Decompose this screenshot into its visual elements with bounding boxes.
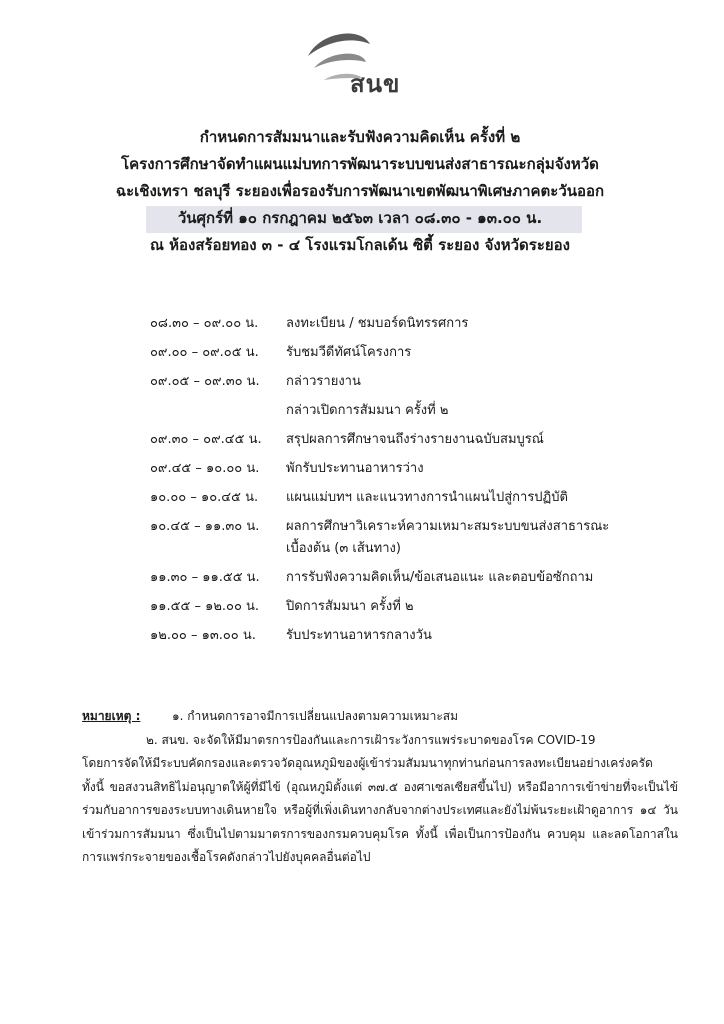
agenda-time: ๐๙.๓๐ – ๐๙.๔๕ น. — [150, 432, 262, 447]
agenda-time: ๑๐.๐๐ – ๑๐.๔๕ น. — [150, 490, 259, 505]
header-date-time: วันศุกร์ที่ ๑๐ กรกฎาคม ๒๕๖๓ เวลา ๐๘.๓๐ - ๑๓.๐๐ น. — [177, 209, 543, 227]
header-project-line2: ฉะเชิงเทรา ชลบุรี ระยองเพื่อรองรับการพัฒนาเขตพัฒนาพิเศษภาคตะวันออก — [115, 182, 605, 200]
header-venue: ณ ห้องสร้อยทอง ๓ - ๔ โรงแรมโกลเด้น ซิตี้ ระยอง จังหวัดระยอง — [149, 236, 571, 254]
agenda-desc: กล่าวเปิดการสัมมนา ครั้งที่ ๒ — [286, 403, 449, 418]
agenda-time: ๑๒.๐๐ – ๑๓.๐๐ น. — [150, 628, 256, 643]
agenda-desc: ลงทะเบียน / ชมบอร์ดนิทรรศการ — [286, 316, 469, 331]
remarks-header — [82, 705, 678, 729]
agenda-desc: แผนแม่บทฯ และแนวทางการนำแผนไปสู่การปฏิบัติ — [286, 490, 568, 505]
remarks-label: หมายเหตุ : — [82, 709, 141, 723]
agenda-row — [150, 342, 670, 364]
remarks-section — [82, 705, 678, 870]
agenda-time: ๐๙.๔๕ – ๑๐.๐๐ น. — [150, 461, 260, 476]
agenda-row — [150, 400, 670, 422]
agenda-desc: กล่าวรายงาน — [286, 374, 361, 389]
agenda-time: ๑๐.๔๕ – ๑๑.๓๐ น. — [150, 519, 260, 534]
agenda-desc — [286, 516, 670, 560]
agenda-desc: การรับฟังความคิดเห็น/ข้อเสนอแนะ และตอบข้อซักถาม — [286, 570, 594, 585]
header-title: กำหนดการสัมมนาและรับฟังความคิดเห็น ครั้งที่ ๒ — [199, 128, 521, 146]
agenda-row — [150, 625, 670, 647]
agenda-row — [150, 458, 670, 480]
agenda-desc: รับชมวีดีทัศน์โครงการ — [286, 345, 412, 360]
remark-item-2-body: โดยการจัดให้มีระบบคัดกรองและตรวจวัดอุณหภูมิของผู้เข้าร่วมสัมมนาทุกท่านก่อนการลงทะเบียนอย่างเคร่งครัด ทั้งนี้ ขอสงวนสิทธิไม่อนุญาตให้ผู้ที่มีไข้ (อุณหภูมิตั้งแต่ ๓๗.๕ องศาเซลเซียสขึ้นไป) หรือมีอาการเข้าข่ายที่จะเป็นไข้ร่วมกับอาการของระบบทางเดินหายใจ หรือผู้ที่เพิ่งเดินทางกลับจากต่างประเทศและยังไม่พ้นระยะเฝ้าดูอาการ ๑๔ วัน เข้าร่วมการสัมมนา ซึ่งเป็นไปตามมาตรการของกรมควบคุมโรค ทั้งนี้ เพื่อเป็นการป้องกัน ควบคุม และลดโอกาสในการแพร่กระจายของเชื้อโรคดังกล่าวไปยังบุคคลอื่นต่อไป — [82, 756, 678, 864]
agenda-time: ๐๘.๓๐ – ๐๙.๐๐ น. — [150, 316, 259, 331]
agenda-time: ๑๑.๕๕ – ๑๒.๐๐ น. — [150, 599, 260, 614]
agenda-row — [150, 596, 670, 618]
remark-item-1: ๑. กำหนดการอาจมีการเปลี่ยนแปลงตามความเหมาะสม — [172, 709, 459, 723]
agenda-row — [150, 487, 670, 509]
agenda-desc: สรุปผลการศึกษาจนถึงร่างรายงานฉบับสมบูรณ์ — [286, 432, 544, 447]
agenda-row — [150, 429, 670, 451]
logo-text: สนข — [350, 70, 401, 98]
agenda-row — [150, 371, 670, 393]
agenda-time — [150, 400, 286, 422]
agenda-row — [150, 567, 670, 589]
agenda-time: ๑๑.๓๐ – ๑๑.๕๕ น. — [150, 570, 260, 585]
agenda-time: ๐๙.๐๐ – ๐๙.๐๕ น. — [150, 345, 259, 360]
agenda-row — [150, 313, 670, 335]
agenda-desc: รับประทานอาหารกลางวัน — [286, 628, 432, 643]
agenda-desc-line1: ผลการศึกษาวิเคราะห์ความเหมาะสมระบบขนส่งสาธารณะ — [286, 519, 610, 534]
agenda-desc: ปิดการสัมมนา ครั้งที่ ๒ — [286, 599, 414, 614]
agenda-row — [150, 516, 670, 560]
header-project-line1: โครงการศึกษาจัดทำแผนแม่บทการพัฒนาระบบขนส่งสาธารณะกลุ่มจังหวัด — [121, 155, 599, 173]
agenda-desc: พักรับประทานอาหารว่าง — [286, 461, 424, 476]
document-header — [60, 124, 660, 259]
otp-logo — [300, 28, 440, 98]
remark-item-2-first-line: ๒. สนข. จะจัดให้มีมาตรการป้องกันและการเฝ้าระวังการแพร่ระบาดของโรค COVID-19 — [146, 732, 596, 747]
agenda-desc-line2: เบื้องต้น (๓ เส้นทาง) — [286, 541, 401, 556]
agenda-list — [150, 313, 670, 654]
agenda-time: ๐๙.๐๕ – ๐๙.๓๐ น. — [150, 374, 260, 389]
